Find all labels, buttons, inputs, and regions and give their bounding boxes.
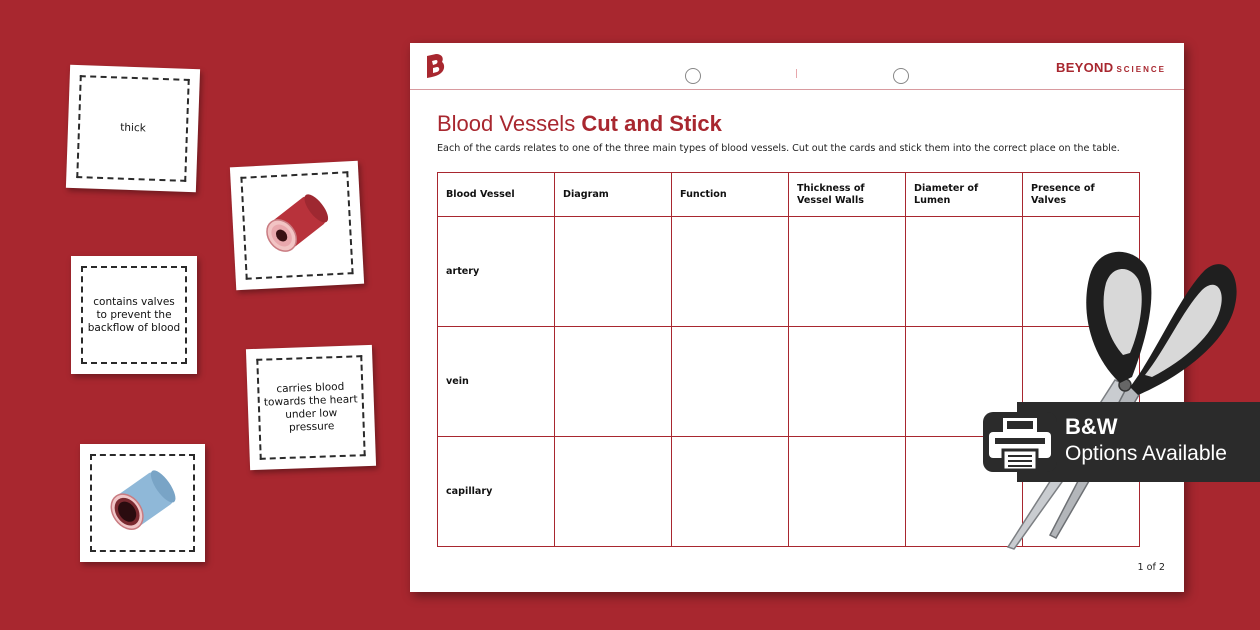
table-cell[interactable] [789, 437, 906, 547]
instructions: Each of the cards relates to one of the three main types of blood vessels. Cut out the cards and stick them into the correct place on the table. [437, 143, 1120, 154]
row-label-vein: vein [438, 327, 555, 437]
table-cell[interactable] [789, 217, 906, 327]
card-cut-line [256, 355, 365, 460]
header-valves: Presence of Valves [1023, 173, 1140, 217]
page-title [437, 111, 722, 137]
card-artery-diagram[interactable] [230, 161, 364, 291]
card-carries-blood[interactable] [246, 345, 376, 470]
row-label-artery: artery [438, 217, 555, 327]
card-cut-line [81, 266, 187, 364]
worksheet-header [410, 43, 1184, 90]
punch-hole [893, 68, 909, 84]
card-vein-diagram[interactable] [80, 444, 205, 562]
title-bold: Cut and Stick [581, 111, 722, 136]
row-label-capillary: capillary [438, 437, 555, 547]
table-cell[interactable] [555, 217, 672, 327]
fold-mark [796, 69, 797, 78]
card-text: carries blood towards the heart under low pressure [263, 380, 358, 434]
header-thickness: Thickness of Vessel Walls [789, 173, 906, 217]
badge-subtitle: Options Available [1065, 442, 1227, 465]
artery-cross-section-icon [255, 188, 339, 262]
table-cell[interactable] [555, 437, 672, 547]
brand-name [1056, 60, 1166, 75]
header-blood-vessel: Blood Vessel [438, 173, 555, 217]
card-cut-line [90, 454, 195, 552]
scissors-icon [980, 235, 1240, 555]
card-valves[interactable] [71, 256, 197, 374]
table-cell[interactable] [672, 437, 789, 547]
table-cell[interactable] [555, 327, 672, 437]
card-text: thick [120, 121, 146, 135]
page-number: 1 of 2 [1137, 562, 1165, 573]
card-cut-line [240, 171, 353, 280]
header-function: Function [672, 173, 789, 217]
header-diagram: Diagram [555, 173, 672, 217]
beyond-logo-icon [424, 53, 446, 79]
table-header-row [438, 173, 1140, 217]
printer-icon [981, 410, 1059, 474]
punch-hole [685, 68, 701, 84]
table-cell[interactable] [672, 327, 789, 437]
card-thick[interactable] [66, 65, 200, 192]
title-regular: Blood Vessels [437, 111, 582, 136]
vein-cross-section-icon [103, 468, 183, 538]
table-cell[interactable] [789, 327, 906, 437]
table-cell[interactable] [672, 217, 789, 327]
brand-main: BEYOND [1056, 60, 1114, 75]
header-diameter: Diameter of Lumen [906, 173, 1023, 217]
brand-sub: SCIENCE [1116, 65, 1166, 74]
card-text: contains valves to prevent the backflow of blood [87, 295, 181, 334]
card-cut-line [76, 75, 190, 182]
badge-title: B&W [1065, 414, 1118, 439]
